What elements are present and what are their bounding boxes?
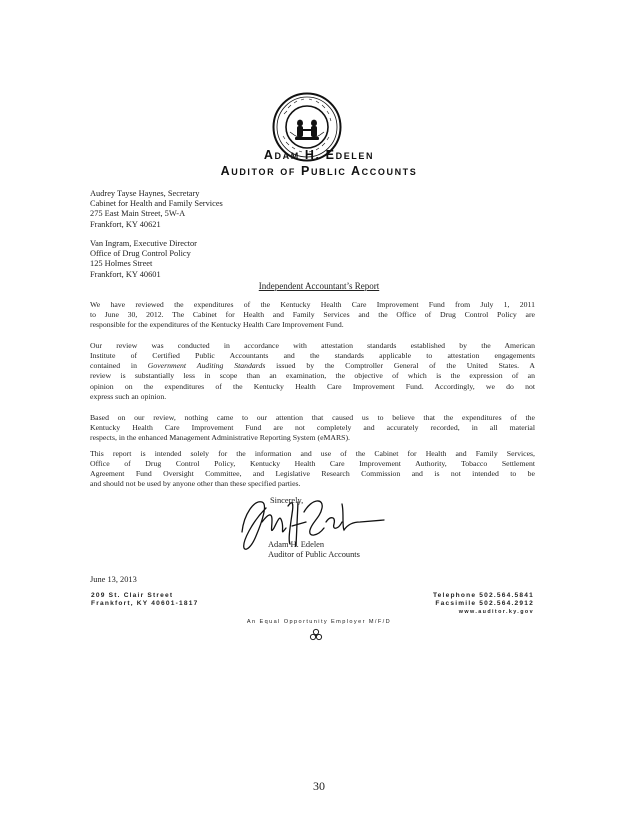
paragraph-line: opinion on the expenditures of the Kentucky Health Care Improvement Fund. Accordingly, we do not — [90, 381, 535, 391]
paragraph-line: responsible for the expenditures of the Kentucky Health Care Improvement Fund. — [90, 320, 344, 330]
paragraph-line: We have reviewed the expenditures of the Kentucky Health Care Improvement Fund from July 1, 2011 — [90, 300, 535, 309]
paragraph-line: contained in Government Auditing Standards issued by the Comptroller General of the United States. A — [90, 361, 535, 371]
address-line: Frankfort, KY 40621 — [90, 219, 161, 229]
union-bug-icon — [309, 628, 323, 642]
paragraph-standards — [90, 341, 535, 402]
footer-website[interactable]: www.auditor.ky.gov — [458, 609, 534, 615]
letterhead-office: Auditor of Public Accounts — [220, 164, 418, 178]
footer-eeo-statement: An Equal Opportunity Employer M/F/D — [246, 619, 392, 625]
closing-salutation: Sincerely, — [270, 496, 304, 505]
paragraph-line: Institute of Certified Public Accountants and the standards applicable to attestation engagements — [90, 351, 535, 361]
address-line: Office of Drug Control Policy — [90, 249, 191, 259]
publication-title: Government Auditing Standards — [147, 361, 266, 371]
letterhead-name: Adam H. Edelen — [263, 148, 375, 162]
address-line: Audrey Tayse Haynes, Secretary — [90, 189, 200, 198]
signer-name: Adam H. Edelen — [268, 540, 325, 549]
letter-date: June 13, 2013 — [90, 575, 137, 584]
paragraph-scope — [90, 300, 535, 330]
paragraph-intended-use — [90, 449, 535, 490]
paragraph-line: Our review was conducted in accordance with attestation standards established by the American — [90, 341, 535, 350]
paragraph-conclusion — [90, 413, 535, 443]
paragraph-line: This report is intended solely for the information and use of the Cabinet for Health and Family Services, — [90, 449, 535, 458]
address-line: Frankfort, KY 40601 — [90, 269, 161, 279]
address-line: Van Ingram, Executive Director — [90, 239, 197, 248]
footer-street: 209 St. Clair Street — [91, 592, 174, 599]
paragraph-line: Kentucky Health Care Improvement Fund are not completely and accurately recorded, in all material — [90, 423, 535, 433]
paragraph-line: express such an opinion. — [90, 391, 167, 401]
paragraph-line: to June 30, 2012. The Cabinet for Health and Family Services and the Office of Drug Control Policy are — [90, 310, 535, 320]
footer-city: Frankfort, KY 40601-1817 — [91, 600, 199, 607]
paragraph-line: Agreement Fund Oversight Committee, and Legislative Research Commission and is not intended to be — [90, 469, 535, 479]
report-title: Independent Accountant’s Report — [258, 281, 380, 291]
recipient-address-2 — [90, 239, 197, 280]
signer-title: Auditor of Public Accounts — [268, 550, 360, 559]
page-number: 30 — [313, 779, 325, 793]
paragraph-line: Based on our review, nothing came to our attention that caused us to believe that the expenditures of the — [90, 413, 535, 422]
address-line: 125 Holmes Street — [90, 259, 153, 269]
paragraph-line: review is substantially less in scope than an examination, the objective of which is the expression of an — [90, 371, 535, 381]
footer-facsimile: Facsimile 502.564.2912 — [435, 600, 534, 607]
address-line: 275 East Main Street, 5W-A — [90, 209, 186, 219]
paragraph-line: respects, in the enhanced Management Administrative Reporting System (eMARS). — [90, 433, 350, 443]
footer-telephone: Telephone 502.564.5841 — [432, 592, 534, 599]
recipient-address-1 — [90, 189, 223, 230]
paragraph-line: Office of Drug Control Policy, Kentucky Health Care Improvement Authority, Tobacco Settlement — [90, 459, 535, 469]
paragraph-line: and should not be used by anyone other than these specified parties. — [90, 479, 301, 489]
address-line: Cabinet for Health and Family Services — [90, 199, 223, 209]
